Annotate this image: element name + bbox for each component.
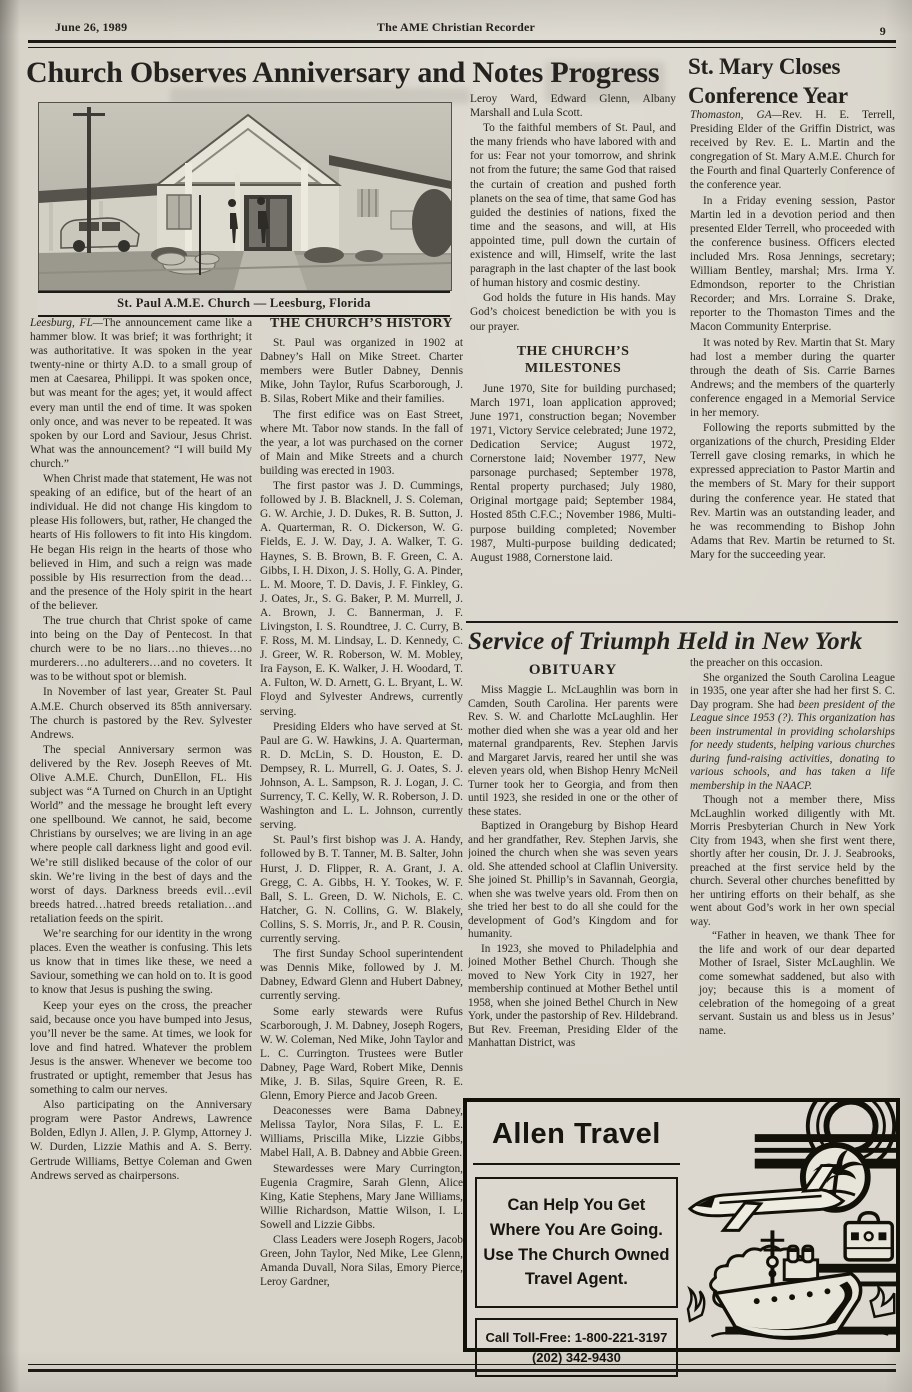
triumph-headline: Service of Triumph Held in New York xyxy=(468,628,863,655)
ad-text-panel xyxy=(467,1102,686,1365)
milestones-heading xyxy=(470,343,676,378)
ad-illustration-panel xyxy=(686,1102,896,1348)
paragraph: We’re searching for our identity in the wrong places. Even the weather is confusing. This lets us know that in times like these, we need a Saviour, something we can hold on to. It is good to know that Jesus is pushing the swing. xyxy=(30,928,252,997)
obituary-left-paragraphs xyxy=(468,684,678,1051)
stmary-headline xyxy=(688,52,903,111)
ad-message-line3: Use The Church Owned xyxy=(483,1245,670,1264)
continuation-line: Leroy Ward, Edward Glenn, Albany Marshall and Lula Scott. xyxy=(470,93,676,120)
airplane-icon xyxy=(690,1166,843,1231)
paragraph: Though not a member there, Miss McLaughlin worked diligently with Mt. Morris Presbyterian Church in New York City from 1943, when she first went there, shortly after her cousin, Dr. J. J. Seabrooks, preached at the first service held by the church. Several other churches benefitted by her untiring efforts on their behalf, as she went about God’s work in her own special way. xyxy=(690,794,895,928)
allen-travel-ad xyxy=(463,1098,900,1365)
paragraph: When Christ made that statement, He was not speaking of an edifice, but of the heart of an individual. He did not change His kingdom to please His followers, but, rather, He changed the hearts of His followers to fit into His kingdom. He began His reign in the hearts of those who believed in Him, and such a reign was made possible by His resurrection from the dead… and the presence of the Holy spirit in the heart of the believer. xyxy=(30,473,252,612)
ad-phone-local: (202) 342-9430 xyxy=(531,1349,621,1365)
paragraph: In November of last year, Greater St. Paul A.M.E. Church observed its 85th anniversary. The church is pastored by the Rev. Sylvester Andrews. xyxy=(30,686,252,741)
obituary-heading: OBITUARY xyxy=(528,662,618,678)
section-divider-rule xyxy=(466,621,898,623)
paragraph: St. Paul was organized in 1902 at Dabney’s Hall on Mike Street. Charter members were Butler Dabney, Dennis Mike, John Taylor, Rufus Scarborough, J. B. Silas, Robert Mike and their families. xyxy=(260,337,463,406)
travel-collage-illustration xyxy=(686,1102,896,1348)
column-1-paragraphs xyxy=(30,472,252,1183)
dateline: Leesburg, FL— xyxy=(30,317,103,329)
paragraph: Class Leaders were Joseph Rogers, Jacob Green, John Taylor, Ned Mike, Lee Glenn, Amanda Duvall, Nora Silas, Emory Pierce, Leroy Gardner, xyxy=(260,1234,463,1289)
ad-title: Allen Travel xyxy=(491,1118,661,1150)
milestones-heading-line1: THE CHURCH’S xyxy=(516,343,630,359)
lead-text: The announcement came like a hammer blow. It was brief; it was forthright; it was authoritative. It was spoken in the year twenty-nine or thirty A.D. to a small group of men at Caesarea, Philippi. It was spoken once, but was meant for the ages; yet, it would affect every man until the end of time. It was spoken only once, and was never to be repeated. It was spoken by our Lord and Saviour, Jesus Christ. What was the announcement? “I will build My church.” xyxy=(30,317,252,470)
ad-message-line2: Where You Are Going. xyxy=(489,1220,663,1239)
paragraph: The first pastor was J. D. Cummings, followed by J. B. Blacknell, J. S. Coleman, G. W. Archie, J. D. Dukes, R. B. Sutton, J. A. Quarterman, R. O. Dickerson, W. G. Fields, E. J. W. Day, J. A. Walker, T. G. Haynes, S. B. Brown, B. F. Green, C. A. Gibbs, I. H. Dixon, J. S. Holly, G. A. Pinder, L. M. Moore, T. D. Davis, J. F. Finkley, G. J. Oates, Jr., S. G. Baker, P. M. Murrell, J. A. Brown, J. C. Bannerman, J. F. Livingston, I. S. Roundtree, J. C. Curry, B. F. Ross, M. M. Lindsay, L. D. Kennedy, C. J. Greer, W. R. Roberson, W. M. Mobley, Ira Fayson, E. K. Walker, J. H. Woodard, T. A. Fulton, W. D. Arnett, G. L. Bryant, L. W. Floyd and Sylvester Andrews, currently serving. xyxy=(260,480,463,718)
ad-phone-tollfree: Call Toll-Free: 1-800-221-3197 xyxy=(485,1330,668,1345)
paragraph: It was noted by Rev. Martin that St. Mary had lost a member during the quarter through the death of Sis. Carrie Barnes Andrews; and the members of the quarterly conference engaged in a Memorial Service in her memory. xyxy=(690,336,895,419)
paragraph-text: She organized the South Carolina League in 1935, one year after she had her first S. C. Day program. She had xyxy=(690,671,895,711)
paragraph: In a Friday evening session, Pastor Martin led in a devotion period and then presented Elder Terrell, who proceeded with the conference business. Officers elected included Mrs. Rosa Jennings, secretary; William Bentley, marshal; Mrs. Irma Y. Edmondson, reporter to the Christian Recorder; and Mrs. Lorraine S. Drake, reporter to the Thomaston Times and the Macon Community Enterprise. xyxy=(690,194,895,334)
paragraph: Some early stewards were Rufus Scarborough, J. M. Dabney, Joseph Rogers, W. W. Coleman, Ned Mike, John Taylor and L. C. Currington. Trustees were Butler Dabney, Page Ward, Robert Mike, Dennis Mike, J. B. Silas, Squire Green, R. E. Glenn, Emory Pierce and Jacob Green. xyxy=(260,1005,463,1103)
paragraph: Baptized in Orangeburg by Bishop Heard and her grandfather, Rev. Stephen Jarvis, she joined the church when she was seven years old. She attended school at Claflin University. She joined St. Phillip’s in Savannah, Georgia, when she was twelve years old. From then on she tried her best to do all she could for the development of God’s Kingdom and for humanity. xyxy=(468,820,678,940)
paragraph-italic-text: been president of the League since 1953 (?). This organization has been instrumental in providing scholarships for needy students, helping various churches during fund-raising activities, donating to various schools, and has taken a life membership in the NAACP. xyxy=(690,698,895,792)
stmary-lead-paragraph xyxy=(690,108,895,193)
church-photo xyxy=(38,102,452,291)
paragraph: Stewardesses were Mary Currington, Eugenia Cragmire, Sarah Glenn, Alice King, Katie Stephens, Mary Jane Williams, Willie Richardson, Mattie Wilson, I. L. Sowell and Lizzie Gibbs. xyxy=(260,1162,463,1231)
stmary-body xyxy=(690,108,895,620)
header-rule xyxy=(28,40,896,48)
page-number: 9 xyxy=(879,24,886,38)
lead-paragraph xyxy=(30,316,252,471)
stmary-lead-text: Rev. H. E. Terrell, Presiding Elder of the Griffin District, was received by Rev. E. L. Martin and the congregation of St. Mary A.M.E. Church for the Fourth and final Quarterly Conference of the conference year. xyxy=(690,109,895,192)
ad-message-line4: Travel Agent. xyxy=(524,1270,628,1289)
paragraph: Keep your eyes on the cross, the preacher said, because once you have bumped into Jesus, you’ll never be the same. At times, we look for love and find hatred. Whatever the problem Jesus is the answer. Whenever we become too frustrated or uptight, remember that Jesus has something to calm our nerves. xyxy=(30,999,252,1097)
paragraph: God holds the future in His hands. May God’s choicest benediction be with you is our prayer. xyxy=(470,292,676,333)
milestones-paragraph: June 1970, Site for building purchased; March 1971, loan application approved; June 1971, construction began; November 1971, Victory Service celebrated; June 1972, Dedication Service; August 1972, Cornerstone laid; November 1977, New parsonage purchased; September 1978, Rental property purchased; July 1980, Original mortgage paid; September 1984, Hosted 85th C.F.C.; November 1986, Multi-purpose building completed; November 1987, Multi-purpose building dedicated; August 1988, Cornerstone laid. xyxy=(470,382,676,564)
paragraph: Deaconesses were Bama Dabney, Melissa Taylor, Nora Silas, F. L. E. Williams, Priscilla Mike, Lizzie Gibbs, Mabel Hall, A. B. Dabney and Abbie Green. xyxy=(260,1105,463,1160)
paragraph: In 1923, she moved to Philadelphia and joined Mother Bethel Church. Though she moved to New York City in 1927, her membership continued at Mother Bethel until 1958, when she joined Bethel Church in New York, under the pastorship of Rev. Hildebrand. But Rev. Freeman, Presiding Elder of the Manhattan District, was xyxy=(468,942,678,1049)
paragraph: Presiding Elders who have served at St. Paul are G. W. Hawkins, J. A. Quarterman, R. D. McLin, S. D. Houston, E. D. Dempsey, R. L. Murrell, G. J. Oates, S. J. Johnson, A. L. Sampson, R. J. Logan, J. C. Surrency, T. C. Kelly, W. R. Roberson, J. D. Washington and L. L. Johnson, currently serving. xyxy=(260,720,463,832)
paragraph: The first Sunday School superintendent was Dennis Mike, followed by J. M. Dabney, Edward Glenn and Hubert Dabney, currently serving. xyxy=(260,948,463,1003)
history-paragraphs xyxy=(260,336,463,1289)
stmary-paragraphs xyxy=(690,194,895,562)
paragraph: The true church that Christ spoke of came into being on the Day of Pentecost. In that church were to be no liars…no thieves…no murderers…no adulterers…and no coveters. It was to be without spot or blemish. xyxy=(30,614,252,684)
ad-message-line1: Can Help You Get xyxy=(507,1196,646,1214)
masthead: The AME Christian Recorder xyxy=(376,20,536,34)
suitcase-icon xyxy=(845,1213,892,1260)
milestones-heading-line2: MILESTONES xyxy=(524,361,622,377)
paragraph: Following the reports submitted by the organizations of the church, Presiding Elder Terrell gave closing remarks, in which he expressed appreciation to Pastor Martin and the members of St. Mary for their support during the conference year. He stated that Rev. Martin was an outstanding leader, and he was recommending to Bishop John Adams that Rev. Martin be returned to St. Mary for the succeeding year. xyxy=(690,422,895,561)
main-headline: Church Observes Anniversary and Notes Progress xyxy=(26,56,660,89)
issue-date: June 26, 1989 xyxy=(55,20,128,34)
paragraph: St. Paul’s first bishop was J. A. Handy, followed by B. T. Tanner, M. B. Salter, John Hurst, J. D. Flipper, R. A. Grant, J. A. Gregg, C. A. Gibbs, H. Y. Tookes, W. F. Ball, S. L. Green, D. W. Nichols, E. C. Hatcher, G. N. Collins, G. W. Blakely, Collins, S. S. Morris, Jr., and P. R. Cousin, currently serving. xyxy=(260,834,463,946)
stmary-headline-line1: St. Mary Closes xyxy=(688,54,841,79)
continuation-line: the preacher on this occasion. xyxy=(690,657,823,669)
column-3-paragraphs xyxy=(470,121,676,333)
photo-caption: St. Paul A.M.E. Church — Leesburg, Florida xyxy=(38,291,450,317)
article-column-3 xyxy=(470,92,676,620)
obituary-right-paragraphs xyxy=(690,794,895,929)
paragraph: Miss Maggie L. McLaughlin was born in Camden, South Carolina. Her parents were Rev. S. W. and Charlotte McLaughlin. Her mother died when she was a year old and her maternal grandparents, Rev. Stephen Jarvis and Margaret Jarvis, reared her until she was eleven years old, when Bishop Henry McNeil Turner took her to Georgia, and from then until 1923, she resided in one or the other of these states. xyxy=(468,684,678,818)
paragraph xyxy=(690,672,895,794)
dateline: Thomaston, GA— xyxy=(690,109,782,121)
history-heading: THE CHURCH’S HISTORY xyxy=(269,316,454,331)
obituary-column-right xyxy=(690,657,895,1091)
paragraph: The first edifice was on East Street, where Mt. Tabor now stands. In the fall of the year, a lot was purchased on the corner of Main and Mike Streets and a church building was erected in 1903. xyxy=(260,408,463,477)
stmary-headline-line2: Conference Year xyxy=(688,83,848,109)
paragraph: Also participating on the Anniversary program were Pastor Andrews, Lawrence Bolden, Edlyn J. Allen, J. P. Glymp, Attorney J. W. Durden, Lizzie Mathis and A. S. Berry. Gertrude Williams, Bettye Coleman and Gwen Andrews served as chairpersons. xyxy=(30,1099,252,1182)
footer-rule xyxy=(28,1364,896,1372)
article-column-2 xyxy=(260,316,463,1362)
paragraph: The special Anniversary sermon was delivered by the Rev. Joseph Reeves of Mt. Olive A.M.E. Church, DunEllon, FL. His subject was “A Turned on Church in an Uptight World” and the message he brought left every one spellbound. We cannot, he said, become Christians by ourselves; we are living in an age where people call darkness light and good evil. We’re still disliked because of the color of our skin. We’re living in the best of days and the worst of days. Darkness breeds evil…evil breeds hatred…hatred breeds retaliation…and retaliation feeds on the spirit. xyxy=(30,743,252,925)
paragraph: To the faithful members of St. Paul, and the many friends who have labored with and for us: Fear not your tomorrow, and shrink not from the future; the same God that raised the curtain of creation and pushed forth planets on the sea of time, that same God has guided the destinies of nations, fixed the time and the seasons, and will, at His appointed time, pull down the curtain of existence and will, Himself, write the last paragraph in the last chapter of the last book of human history and cosmic destiny. xyxy=(470,122,676,290)
closing-prayer-quote: “Father in heaven, we thank Thee for the life and work of our dear departed Mother of Israel, Sister McLaughlin. We come somewhat saddened, but also with joy; because this is a moment of celebration of the homegoing of a great servant. Sustain us and bless us in Jesus’ name. xyxy=(699,930,895,1037)
obituary-column-left xyxy=(468,684,678,1092)
article-column-1 xyxy=(30,316,252,1362)
church-photo-illustration xyxy=(39,103,451,290)
ad-title-rule xyxy=(473,1163,680,1165)
ad-message xyxy=(475,1177,678,1308)
